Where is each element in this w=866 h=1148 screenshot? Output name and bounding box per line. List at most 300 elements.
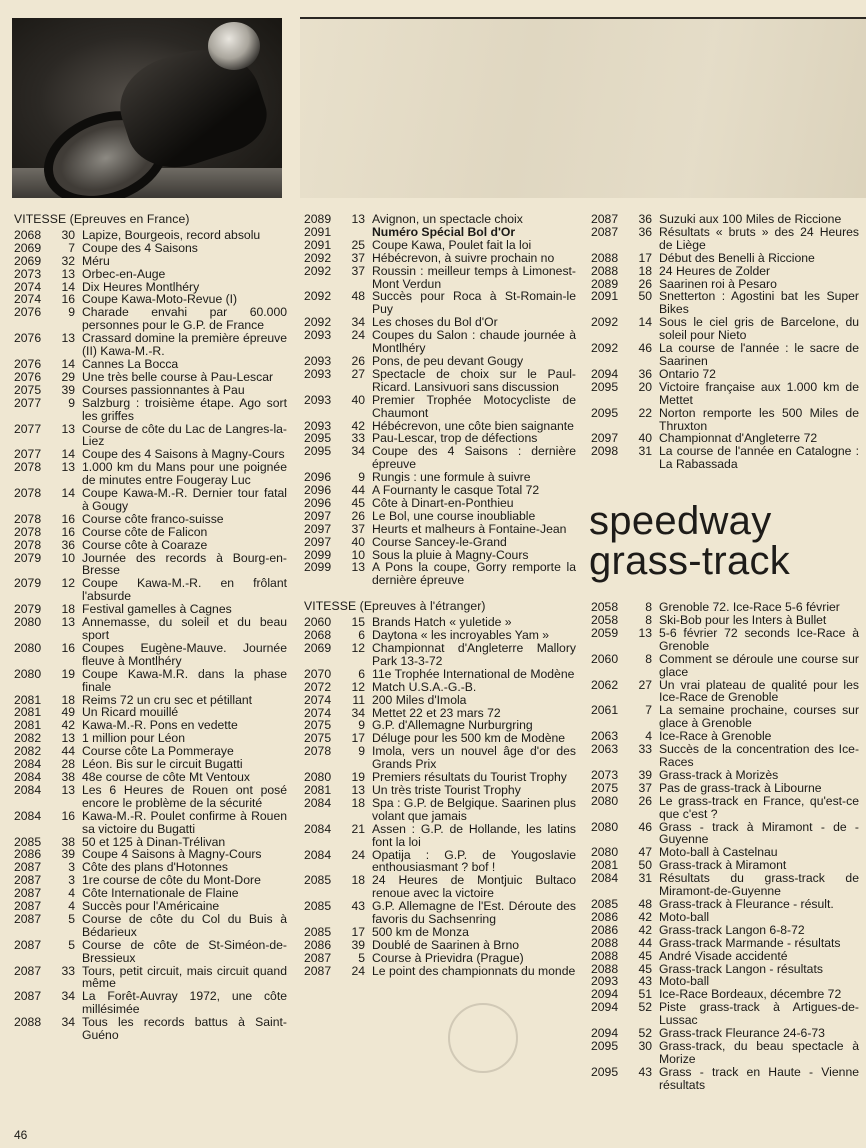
article-title: Grass - track à Miramont - de - Guyenne: [659, 819, 859, 847]
page-ref: 51: [638, 987, 652, 1002]
issue-number: 2095: [591, 1038, 619, 1053]
page-ref: 13: [61, 331, 75, 346]
article-title: Course à Prievidra (Prague): [372, 950, 524, 965]
page-ref: 13: [351, 560, 365, 575]
issue-number: 2091: [591, 289, 619, 304]
issue-number: 2069: [14, 240, 42, 255]
index-row: [14, 461, 287, 487]
article-title: Moto-ball: [659, 974, 710, 989]
page-ref: 3: [68, 873, 75, 888]
page-ref: 14: [638, 315, 652, 330]
article-title: Tous les records battus à Saint-Guéno: [82, 1015, 287, 1043]
article-title: Sous la pluie à Magny-Cours: [372, 547, 529, 562]
index-row: [14, 642, 287, 668]
article-title: Lapize, Bourgeois, record absolu: [82, 227, 261, 242]
index-row: [14, 577, 287, 603]
index-row: [14, 306, 287, 332]
article-title: Grass-track, du beau spectacle à Morize: [659, 1038, 859, 1066]
page-ref: 33: [351, 431, 365, 446]
issue-number: 2084: [14, 782, 42, 797]
issue-number: 2094: [591, 1000, 619, 1015]
page-ref: 29: [61, 369, 75, 384]
article-title: Moto-ball à Castelnau: [659, 845, 778, 860]
page-ref: 40: [351, 534, 365, 549]
article-title: 48e course de côte Mt Ventoux: [82, 769, 251, 784]
issue-number: 2081: [591, 858, 619, 873]
article-title: Résultats « bruts » des 24 Heures de Liège: [659, 224, 859, 252]
page-ref: 38: [61, 834, 75, 849]
page-ref: 11: [352, 692, 365, 707]
issue-number: 2087: [14, 886, 42, 901]
issue-number: 2087: [14, 937, 42, 952]
page-ref: 31: [638, 444, 652, 459]
article-title: Championnat d'Angleterre 72: [659, 431, 818, 446]
issue-number: 2085: [304, 924, 332, 939]
page-ref: 12: [351, 679, 365, 694]
issue-number: 2079: [14, 602, 42, 617]
article-title: Course côte de Falicon: [82, 524, 208, 539]
column-2: [304, 213, 576, 978]
page-ref: 48: [351, 289, 365, 304]
article-title: Charade envahi par 60.000 personnes pour le G.P. de France: [82, 305, 287, 333]
motorcycle-racer-photo: [12, 18, 282, 198]
index-row: [591, 1040, 859, 1066]
index-row: [591, 213, 859, 226]
article-title: Grenoble 72. Ice-Race 5-6 février: [659, 600, 840, 615]
article-title: Daytona « les incroyables Yam »: [372, 628, 550, 643]
article-title: Saarinen roi à Pesaro: [659, 276, 777, 291]
index-row: [591, 407, 859, 433]
index-row: [304, 784, 576, 797]
index-row: [304, 226, 576, 239]
article-title: Tours, petit circuit, mais circuit quand même: [82, 963, 287, 991]
article-title: Sous le ciel gris de Barcelone, du soleil pour Nieto: [659, 315, 859, 343]
article-title: Kawa-M.-R. Poulet confirme à Rouen sa victoire du Bugatti: [82, 808, 287, 836]
article-title: Dix Heures Montlhéry: [82, 279, 200, 294]
article-title: Snetterton : Agostini bat les Super Bikes: [659, 289, 859, 317]
issue-number: 2077: [14, 395, 42, 410]
article-title: Succès de la concentration des Ice-Races: [659, 742, 859, 769]
index-row: [304, 265, 576, 291]
article-title: 1re course de côte du Mont-Dore: [82, 873, 261, 888]
index-row: [304, 394, 576, 420]
article-title: 50 et 125 à Dinan-Trélivan: [82, 834, 226, 849]
issue-number: 2080: [591, 793, 619, 808]
page-ref: 49: [61, 705, 75, 720]
issue-number: 2084: [304, 847, 332, 862]
page-ref: 18: [61, 602, 75, 617]
article-title: Brands Hatch « yuletide »: [372, 615, 512, 630]
photo-helmet: [208, 22, 260, 70]
article-title: Les choses du Bol d'Or: [372, 315, 498, 330]
page-ref: 21: [351, 821, 365, 836]
page-ref: 44: [351, 483, 365, 498]
index-row: [14, 668, 287, 694]
article-title: Course côte La Pommeraye: [82, 744, 234, 759]
index-row: [591, 1001, 859, 1027]
page-ref: 48: [638, 896, 652, 911]
issue-number: 2087: [591, 212, 619, 226]
page-ref: 4: [645, 729, 652, 744]
issue-number: 2078: [14, 511, 42, 526]
article-title: Une très belle course à Pau-Lescar: [82, 369, 274, 384]
article-title: Coupes Eugène-Mauve. Journée fleuve à Montlhéry: [82, 640, 287, 668]
article-title: Côte des plans d'Hotonnes: [82, 860, 228, 875]
index-row: [14, 771, 287, 784]
article-title: Succès pour Roca à St-Romain-le Puy: [372, 289, 576, 317]
page-ref: 40: [638, 431, 652, 446]
page-ref: 14: [61, 486, 75, 501]
article-title: Journée des records à Bourg-en-Bresse: [82, 550, 287, 578]
issue-number: 2080: [591, 819, 619, 834]
article-title: Coupe Kawa-M.-R. Dernier tour fatal à Gougy: [82, 486, 287, 513]
issue-number: 2089: [591, 276, 619, 291]
page-ref: 10: [351, 547, 365, 562]
index-row: [304, 668, 576, 681]
index-row: [591, 937, 859, 950]
issue-number: 2079: [14, 576, 42, 591]
issue-number: 2095: [591, 405, 619, 420]
issue-number: 2073: [14, 266, 42, 281]
article-title: La Forêt-Auvray 1972, une côte millésimée: [82, 989, 287, 1017]
article-title: Coupe Kawa-M.R. dans la phase finale: [82, 666, 287, 694]
issue-number: 2084: [591, 871, 619, 886]
page-ref: 39: [61, 382, 75, 397]
index-row: [304, 797, 576, 823]
page-ref: 42: [638, 909, 652, 924]
article-title: 500 km de Monza: [372, 924, 469, 939]
index-row: [591, 924, 859, 937]
page-ref: 37: [351, 263, 365, 278]
index-row: [304, 368, 576, 394]
article-title: Grass-track Langon - résultats: [659, 961, 823, 976]
article-title: Mettet 22 et 23 mars 72: [372, 705, 501, 720]
article-title: Début des Benelli à Riccione: [659, 250, 815, 265]
index-row: [14, 616, 287, 642]
page-ref: 13: [61, 615, 75, 630]
page-ref: 25: [351, 237, 365, 252]
issue-number: 2085: [304, 873, 332, 888]
article-title: Pas de grass-track à Libourne: [659, 780, 822, 795]
index-row: [304, 536, 576, 549]
issue-number: 2080: [591, 845, 619, 860]
page-ref: 50: [638, 289, 652, 304]
issue-number: 2074: [14, 292, 42, 307]
index-row: [14, 255, 287, 268]
index-list-vitesse-france-cont: [304, 213, 576, 587]
issue-number: 2070: [304, 666, 332, 681]
article-title: Course Sancey-le-Grand: [372, 534, 507, 549]
index-row: [14, 810, 287, 836]
article-title: La course de l'année en Catalogne : La Rabassada: [659, 444, 859, 472]
article-title: Grass-track Marmande - résultats: [659, 935, 841, 950]
heading-speedway: speedway: [589, 499, 772, 544]
article-title: Coupe Kawa, Poulet fait la loi: [372, 237, 532, 252]
page-ref: 15: [351, 615, 365, 630]
index-row: [591, 963, 859, 976]
index-row: [14, 965, 287, 991]
issue-number: 2095: [591, 1064, 619, 1079]
index-row: [304, 745, 576, 771]
page-ref: 52: [638, 1000, 652, 1015]
article-title: Premiers résultats du Tourist Trophy: [372, 770, 567, 785]
index-row: [304, 965, 576, 978]
article-title: 24 Heures de Zolder: [659, 263, 771, 278]
article-title: Coupes du Salon : chaude journée à Montlhéry: [372, 328, 576, 356]
article-title: Opatija : G.P. de Yougoslavie enthousiasmant ? bof !: [372, 847, 576, 875]
faded-background-photo: [300, 18, 866, 198]
index-row: [591, 252, 859, 265]
page-ref: 16: [61, 292, 75, 307]
article-title: Salzburg : troisième étape. Ago sort les griffes: [82, 395, 287, 423]
page-ref: 34: [61, 1015, 75, 1030]
page-ref: 6: [358, 628, 365, 643]
issue-number: 2069: [14, 253, 42, 268]
article-title: Le grass-track en France, qu'est-ce que c'est ?: [659, 793, 859, 821]
page-ref: 14: [61, 447, 75, 462]
article-title: Un vrai plateau de qualité pour les Ice-Race de Grenoble: [659, 677, 859, 705]
issue-number: 2081: [304, 782, 332, 797]
page-ref: 18: [351, 873, 365, 888]
article-title: 200 Miles d'Imola: [372, 692, 467, 707]
page-ref: 45: [638, 961, 652, 976]
page-ref: 8: [645, 600, 652, 615]
issue-number: 2091: [304, 224, 332, 239]
article-title: André Visade accidenté: [659, 948, 788, 963]
page-ref: 14: [61, 279, 75, 294]
page-ref: 6: [358, 666, 365, 681]
issue-number: 2075: [14, 382, 42, 397]
page-ref: 27: [351, 366, 365, 381]
article-title: A Pons la coupe, Gorry remporte la dernière épreuve: [372, 560, 576, 588]
issue-number: 2085: [14, 834, 42, 849]
issue-number: 2096: [304, 470, 332, 485]
page-ref: 46: [638, 341, 652, 356]
issue-number: 2097: [304, 521, 332, 536]
issue-number: 2063: [591, 742, 619, 757]
issue-number: 2082: [14, 731, 42, 746]
issue-number: 2087: [14, 873, 42, 888]
page-ref: 7: [645, 703, 652, 718]
page-ref: 9: [358, 718, 365, 733]
article-title: Reims 72 un cru sec et pétillant: [82, 692, 253, 707]
index-row: [304, 952, 576, 965]
issue-number: 2087: [14, 911, 42, 926]
page-ref: 16: [61, 808, 75, 823]
issue-number: 2097: [304, 534, 332, 549]
page-ref: 27: [638, 677, 652, 692]
index-row: [591, 381, 859, 407]
issue-number: 2082: [14, 744, 42, 759]
issue-number: 2074: [14, 279, 42, 294]
page-ref: 36: [638, 212, 652, 226]
index-row: [591, 1066, 859, 1092]
page-ref: 20: [638, 379, 652, 394]
page-ref: 39: [351, 937, 365, 952]
article-title: La semaine prochaine, courses sur glace à Grenoble: [659, 703, 859, 731]
page-ref: 9: [358, 470, 365, 485]
article-title: Ice-Race à Grenoble: [659, 729, 772, 744]
page-ref: 30: [638, 1038, 652, 1053]
section-title-vitesse-france: VITESSE (Epreuves en France): [14, 212, 190, 226]
page-ref: 16: [61, 524, 75, 539]
issue-number: 2079: [14, 550, 42, 565]
issue-number: 2086: [591, 922, 619, 937]
index-row: [591, 653, 859, 679]
issue-number: 2092: [304, 289, 332, 304]
index-row: [14, 526, 287, 539]
issue-number: 2084: [304, 795, 332, 810]
article-title: Un très triste Tourist Trophy: [372, 782, 521, 797]
issue-number: 2088: [14, 1015, 42, 1030]
index-row: [304, 355, 576, 368]
index-row: [591, 290, 859, 316]
index-row: [591, 614, 859, 627]
article-title: Roussin : meilleur temps à Limonest-Mont Verdun: [372, 263, 576, 291]
issue-number: 2058: [591, 613, 619, 628]
article-title: 5-6 février 72 seconds Ice-Race à Grenoble: [659, 625, 859, 653]
index-row: [591, 316, 859, 342]
issue-number: 2088: [591, 263, 619, 278]
page-ref: 5: [68, 937, 75, 952]
page-ref: 8: [645, 613, 652, 628]
issue-number: 2087: [304, 950, 332, 965]
article-title: Cannes La Bocca: [82, 356, 179, 371]
index-row: [14, 229, 287, 242]
index-list-vitesse-etranger-cont: [591, 213, 859, 471]
page-ref: 47: [638, 845, 652, 860]
issue-number: 2097: [304, 508, 332, 523]
page-ref: 18: [351, 795, 365, 810]
page-ref: 17: [351, 924, 365, 939]
issue-number: 2078: [14, 486, 42, 501]
issue-number: 2080: [304, 770, 332, 785]
index-row: [14, 397, 287, 423]
page-ref: 52: [638, 1026, 652, 1041]
issue-number: 2078: [14, 460, 42, 475]
column-3: [591, 213, 859, 1092]
issue-number: 2060: [591, 651, 619, 666]
article-title: Les 6 Heures de Rouen ont posé encore le problème de la sécurité: [82, 782, 287, 810]
page-ref: 36: [638, 366, 652, 381]
issue-number: 2074: [304, 705, 332, 720]
page-ref: 26: [351, 508, 365, 523]
article-title: Léon. Bis sur le circuit Bugatti: [82, 757, 243, 772]
index-row: [591, 898, 859, 911]
issue-number: 2084: [14, 757, 42, 772]
page-ref: 24: [351, 963, 365, 978]
index-row: [14, 552, 287, 578]
page-ref: 39: [638, 767, 652, 782]
section-title-vitesse-etranger: VITESSE (Epreuves à l'étranger): [304, 599, 486, 614]
page-ref: 4: [68, 899, 75, 914]
article-title: 11e Trophée International de Modène: [372, 666, 575, 681]
article-title: Course côte franco-suisse: [82, 511, 224, 526]
page-ref: 43: [638, 974, 652, 989]
page-ref: 34: [351, 705, 365, 720]
article-title: Côte à Dinart-en-Ponthieu: [372, 495, 514, 510]
issue-number: 2076: [14, 305, 42, 320]
article-title: A Fournanty le casque Total 72: [372, 483, 540, 498]
page-ref: 9: [358, 744, 365, 759]
index-row: [304, 290, 576, 316]
index-row: [591, 627, 859, 653]
index-row: [14, 939, 287, 965]
article-title: Imola, vers un nouvel âge d'or des Grands Prix: [372, 744, 576, 772]
index-row: [304, 445, 576, 471]
article-title: Courses passionnantes à Pau: [82, 382, 245, 397]
index-row: [591, 950, 859, 963]
page-ref: 46: [638, 819, 652, 834]
article-title: Avignon, un spectacle choix: [372, 212, 523, 226]
index-row: [304, 939, 576, 952]
article-title: Piste grass-track à Artigues-de-Lussac: [659, 1000, 859, 1028]
page-ref: 44: [638, 935, 652, 950]
page-ref: 22: [638, 405, 652, 420]
page-ref: 19: [351, 770, 365, 785]
page-ref: 4: [68, 886, 75, 901]
index-row: [14, 371, 287, 384]
page-ref: 42: [638, 922, 652, 937]
issue-number: 2076: [14, 356, 42, 371]
article-title: Spa : G.P. de Belgique. Saarinen plus volant que jamais: [372, 795, 576, 823]
issue-number: 2094: [591, 987, 619, 1002]
page-ref: 3: [68, 860, 75, 875]
article-title: Orbec-en-Auge: [82, 266, 166, 281]
article-title: Coupe des 4 Saisons: [82, 240, 198, 255]
article-title: G.P. d'Allemagne Nurburgring: [372, 718, 533, 733]
index-list-speedway-grasstrack: [591, 601, 859, 1091]
issue-number: 2086: [14, 847, 42, 862]
heading-grasstrack: grass-track: [589, 539, 791, 584]
issue-number: 2087: [14, 989, 42, 1004]
issue-number: 2075: [591, 780, 619, 795]
issue-number: 2080: [14, 640, 42, 655]
page-ref: 14: [61, 356, 75, 371]
index-row: [304, 823, 576, 849]
page-ref: 12: [351, 641, 365, 655]
issue-number: 2059: [591, 625, 619, 640]
column-1: [14, 213, 287, 1042]
issue-number: 2080: [14, 615, 42, 630]
page-ref: 50: [638, 858, 652, 873]
article-title: Coupe Kawa-Moto-Revue (I): [82, 292, 238, 307]
article-title: La course de l'année : le sacre de Saarinen: [659, 341, 859, 368]
page-ref: 39: [61, 847, 75, 862]
page-ref: 34: [351, 444, 365, 459]
issue-number: 2086: [304, 937, 332, 952]
issue-number: 2093: [304, 392, 332, 407]
page-ref: 13: [61, 460, 75, 475]
page-ref: 9: [68, 395, 75, 410]
issue-number: 2095: [304, 431, 332, 446]
page-ref: 5: [68, 911, 75, 926]
issue-number: 2092: [591, 341, 619, 356]
article-title: Le point des championnats du monde: [372, 963, 576, 978]
index-row: [591, 368, 859, 381]
index-row: [304, 874, 576, 900]
page-ref: 16: [61, 511, 75, 526]
page-ref: 26: [638, 276, 652, 291]
page-ref: 42: [351, 418, 365, 433]
issue-number: 2073: [591, 767, 619, 782]
article-title: Grass-track à Morizès: [659, 767, 779, 782]
article-title: Heurts et malheurs à Fontaine-Jean: [372, 521, 567, 536]
article-title: Résultats du grass-track de Miramont-de-Guyenne: [659, 871, 859, 899]
index-row: [304, 926, 576, 939]
issue-number: 2087: [14, 963, 42, 978]
issue-number: 2068: [14, 227, 42, 242]
